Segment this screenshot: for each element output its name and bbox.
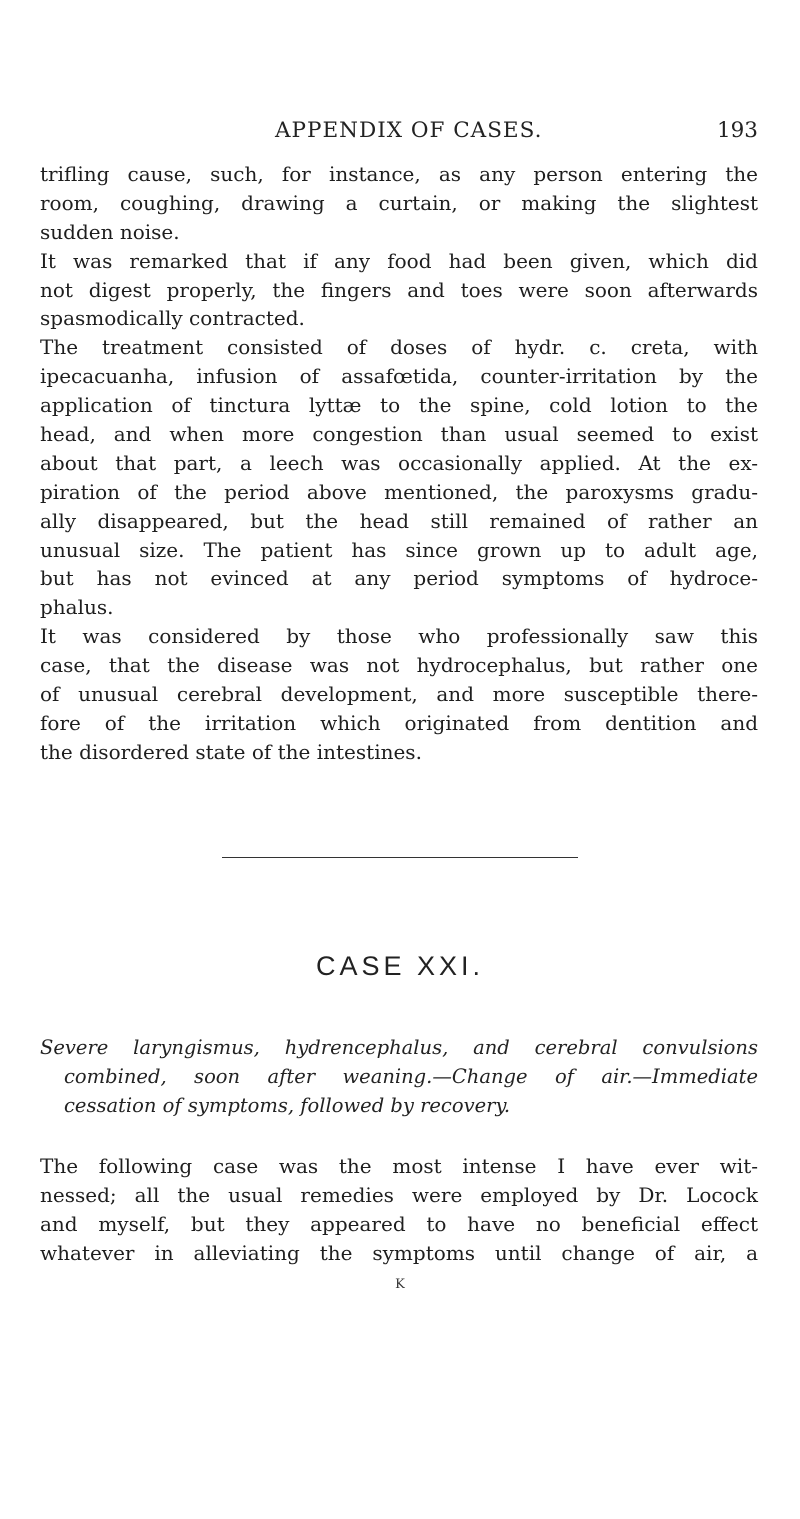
text-line: room, coughing, drawing a curtain, or making the slightest bbox=[40, 190, 758, 215]
text-line: piration of the period above mentioned, the paroxysms gradu- bbox=[40, 479, 758, 504]
summary-line: cessation of symptoms, followed by recovery. bbox=[64, 1094, 511, 1117]
text-line: about that part, a leech was occasionally applied. At the ex- bbox=[40, 450, 758, 475]
body-text-top bbox=[40, 160, 758, 767]
text-line: of unusual cerebral development, and more susceptible there- bbox=[40, 682, 758, 707]
text-line: spasmodically contracted. bbox=[40, 306, 305, 331]
text-line: nessed; all the usual remedies were employed by Dr. Locock bbox=[40, 1182, 758, 1207]
text-line: ipecacuanha, infusion of assafœtida, counter-irritation by the bbox=[40, 364, 758, 389]
text-line: fore of the irritation which originated from dentition and bbox=[40, 710, 758, 735]
summary-line: Severe laryngismus, hydrencephalus, and cerebral convulsions bbox=[40, 1036, 758, 1059]
text-line: ally disappeared, but the head still remained of rather an bbox=[40, 508, 758, 533]
running-title: APPENDIX OF CASES. bbox=[275, 118, 543, 143]
text-line: It was considered by those who professionally saw this bbox=[40, 624, 758, 649]
body-text-bottom bbox=[40, 1152, 758, 1268]
case-summary bbox=[40, 1033, 758, 1120]
summary-line: combined, soon after weaning.—Change of air.—Immediate bbox=[64, 1065, 758, 1088]
signature-mark: K bbox=[395, 1277, 405, 1292]
text-line: and myself, but they appeared to have no beneficial effect bbox=[40, 1211, 758, 1236]
text-line: but has not evinced at any period symptoms of hydroce- bbox=[40, 566, 758, 591]
text-line: It was remarked that if any food had been given, which did bbox=[40, 248, 758, 273]
text-line: head, and when more congestion than usual seemed to exist bbox=[40, 422, 758, 447]
text-line: The following case was the most intense I have ever wit- bbox=[40, 1154, 758, 1178]
text-line: whatever in alleviating the symptoms until change of air, a bbox=[40, 1240, 758, 1265]
text-line: the disordered state of the intestines. bbox=[40, 739, 422, 764]
case-heading: CASE XXI. bbox=[315, 951, 485, 981]
text-line: phalus. bbox=[40, 595, 114, 620]
page-number: 193 bbox=[716, 118, 758, 143]
text-line: sudden noise. bbox=[40, 219, 180, 244]
text-line: case, that the disease was not hydrocephalus, but rather one bbox=[40, 653, 758, 678]
section-divider bbox=[222, 857, 578, 858]
text-line: not digest properly, the fingers and toes were soon afterwards bbox=[40, 277, 758, 302]
text-line: application of tinctura lyttæ to the spine, cold lotion to the bbox=[40, 393, 758, 418]
text-line: trifling cause, such, for instance, as any person entering the bbox=[40, 162, 758, 186]
running-head bbox=[40, 118, 760, 148]
text-line: unusual size. The patient has since grown up to adult age, bbox=[40, 537, 758, 562]
text-line: The treatment consisted of doses of hydr. c. creta, with bbox=[40, 335, 758, 360]
